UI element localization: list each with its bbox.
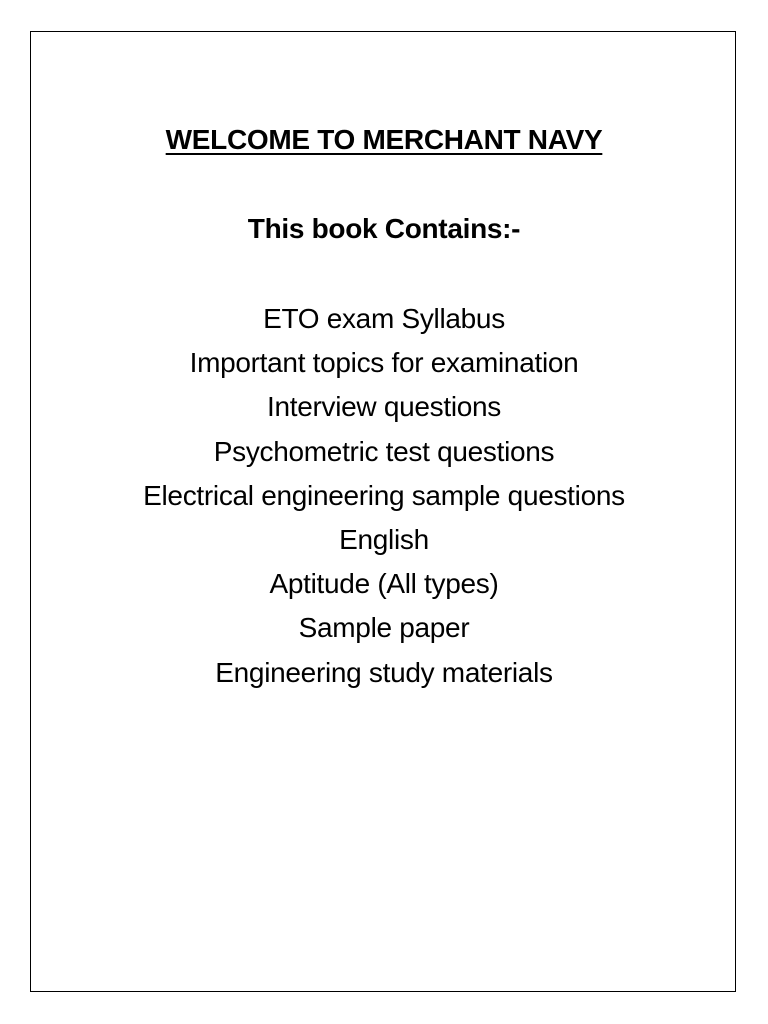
list-item: Psychometric test questions xyxy=(213,435,555,467)
contents-list xyxy=(0,297,768,695)
list-item: ETO exam Syllabus xyxy=(263,303,505,334)
document-title-text: WELCOME TO MERCHANT NAVY xyxy=(165,124,603,155)
document-title xyxy=(0,120,768,160)
list-item: Engineering study materials xyxy=(215,656,553,688)
list-item: Interview questions xyxy=(267,391,501,423)
document-subtitle: This book Contains:- xyxy=(247,213,521,244)
list-item: English xyxy=(339,523,429,555)
list-item: Important topics for examination xyxy=(189,347,579,379)
list-item: Sample paper xyxy=(298,612,470,644)
list-item: Electrical engineering sample questions xyxy=(143,479,625,511)
list-item: Aptitude (All types) xyxy=(269,568,499,600)
